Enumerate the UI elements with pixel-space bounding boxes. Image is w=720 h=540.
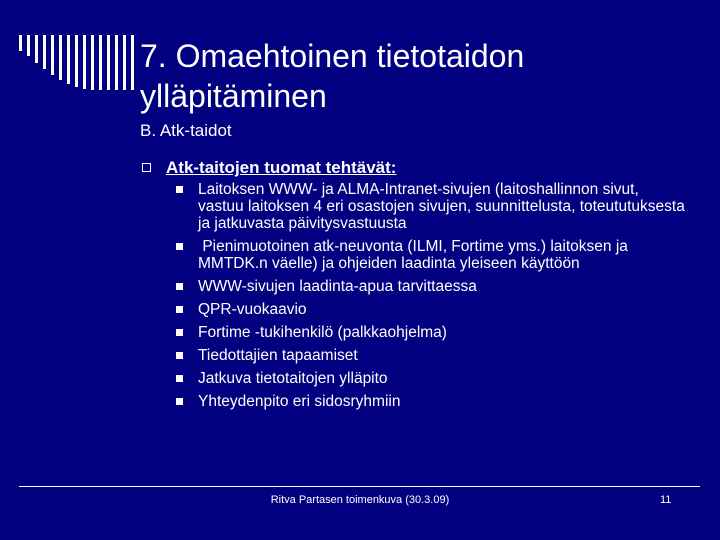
slide-title: 7. Omaehtoinen tietotaidon ylläpitäminen xyxy=(140,38,525,114)
list-item xyxy=(198,181,687,232)
bullet-text: Pienimuotoinen atk-neuvonta (ILMI, Fortime yms.) laitoksen ja MMTDK.n väelle) ja ohjeiden laadinta yleiseen käyttöön xyxy=(198,238,633,272)
footer-text: Ritva Partasen toimenkuva (30.3.09) xyxy=(270,494,450,506)
slide-subtitle: B. Atk-taidot xyxy=(140,121,232,140)
bullet-text: Yhteydenpito eri sidosryhmiin xyxy=(198,393,401,410)
decorative-stripes xyxy=(0,0,140,90)
filled-square-bullet-icon xyxy=(176,186,183,193)
page-number: 11 xyxy=(660,494,672,506)
bullet-text: Laitoksen WWW- ja ALMA-Intranet-sivujen (laitoshallinnon sivut, vastuu laitoksen 4 eri osastojen sivujen, suunnittelusta, toteututuksesta ja jatkuvasta päivitysvastuusta xyxy=(198,181,685,232)
bullet-text: Fortime -tukihenkilö (palkkaohjelma) xyxy=(198,324,447,341)
filled-square-bullet-icon xyxy=(176,243,183,250)
list-item xyxy=(198,347,687,364)
bullet-text: Jatkuva tietotaitojen ylläpito xyxy=(198,370,388,387)
list-item xyxy=(198,278,687,295)
bullet-text: Tiedottajien tapaamiset xyxy=(198,347,358,364)
filled-square-bullet-icon xyxy=(176,329,183,336)
slide-content xyxy=(142,158,687,416)
bullet-text: WWW-sivujen laadinta-apua tarvittaessa xyxy=(198,278,477,295)
list-item xyxy=(198,301,687,318)
list-item xyxy=(198,238,687,272)
sub-bullet-list xyxy=(142,181,687,410)
filled-square-bullet-icon xyxy=(176,352,183,359)
main-point-label: Atk-taitojen tuomat tehtävät: xyxy=(166,158,397,177)
list-item xyxy=(198,370,687,387)
list-item xyxy=(198,324,687,341)
list-item xyxy=(198,393,687,410)
main-point xyxy=(142,158,687,178)
bullet-text: QPR-vuokaavio xyxy=(198,301,307,318)
filled-square-bullet-icon xyxy=(176,306,183,313)
filled-square-bullet-icon xyxy=(176,375,183,382)
footer-divider xyxy=(19,486,700,487)
filled-square-bullet-icon xyxy=(176,398,183,405)
hollow-square-bullet-icon xyxy=(142,163,151,172)
filled-square-bullet-icon xyxy=(176,283,183,290)
